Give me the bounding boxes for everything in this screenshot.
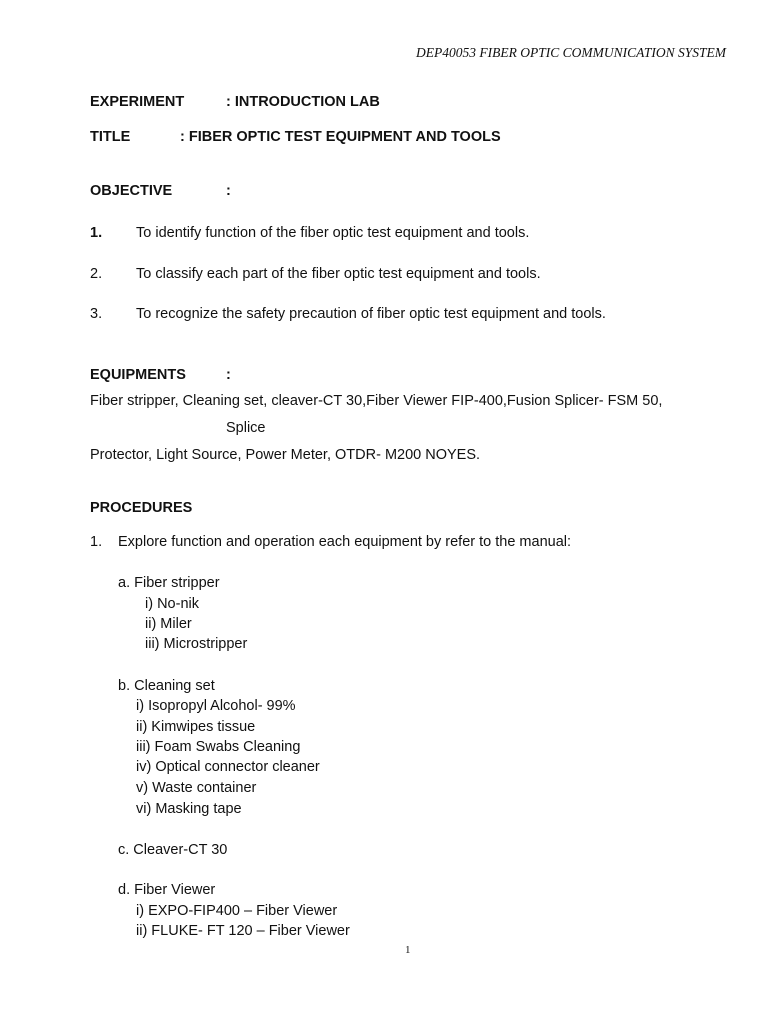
equipments-line-1: Fiber stripper, Cleaning set, cleaver-CT 30,Fiber Viewer FIP-400,Fusion Splicer- FSM 50, — [90, 393, 663, 409]
experiment-value: : INTRODUCTION LAB — [226, 94, 380, 110]
procedures-heading: PROCEDURES — [90, 500, 193, 516]
procedure-step-1-number: 1. — [90, 534, 103, 550]
objective-item-2-text: To classify each part of the fiber optic test equipment and tools. — [136, 266, 541, 282]
equipments-line-3: Protector, Light Source, Power Meter, OTDR- M200 NOYES. — [90, 447, 481, 463]
title-value: : FIBER OPTIC TEST EQUIPMENT AND TOOLS — [180, 129, 501, 145]
group-d-item-1: i) EXPO-FIP400 – Fiber Viewer — [136, 903, 338, 919]
group-b-title: b. Cleaning set — [118, 678, 215, 694]
page-number: 1 — [405, 944, 411, 956]
group-d-item-2: ii) FLUKE- FT 120 – Fiber Viewer — [136, 923, 350, 939]
procedure-step-1-text: Explore function and operation each equipment by refer to the manual: — [118, 534, 572, 550]
objective-item-3-text: To recognize the safety precaution of fiber optic test equipment and tools. — [136, 306, 606, 322]
group-a-item-2: ii) Miler — [145, 616, 192, 632]
objective-item-1-number: 1. — [90, 225, 103, 241]
group-c-title: c. Cleaver-CT 30 — [118, 842, 228, 858]
objective-colon: : — [226, 183, 231, 199]
group-b-item-6: vi) Masking tape — [136, 801, 242, 817]
experiment-label: EXPERIMENT — [90, 94, 185, 110]
equipments-line-2: Splice — [226, 420, 266, 436]
group-b-item-1: i) Isopropyl Alcohol- 99% — [136, 698, 296, 714]
group-a-title: a. Fiber stripper — [118, 575, 220, 591]
group-a-item-1: i) No-nik — [145, 596, 199, 612]
group-a-item-3: iii) Microstripper — [145, 636, 248, 652]
running-header: DEP40053 FIBER OPTIC COMMUNICATION SYSTEM — [416, 45, 726, 60]
objective-item-1-text: To identify function of the fiber optic test equipment and tools. — [136, 225, 530, 241]
objective-heading: OBJECTIVE — [90, 183, 173, 199]
group-b-item-3: iii) Foam Swabs Cleaning — [136, 739, 301, 755]
objective-item-2-number: 2. — [90, 266, 103, 282]
objective-item-3-number: 3. — [90, 306, 103, 322]
title-label: TITLE — [90, 129, 131, 145]
group-b-item-2: ii) Kimwipes tissue — [136, 719, 256, 735]
group-b-item-5: v) Waste container — [136, 780, 257, 796]
equipments-heading: EQUIPMENTS — [90, 367, 186, 383]
group-d-title: d. Fiber Viewer — [118, 882, 216, 898]
group-b-item-4: iv) Optical connector cleaner — [136, 759, 320, 775]
equipments-colon: : — [226, 367, 231, 383]
